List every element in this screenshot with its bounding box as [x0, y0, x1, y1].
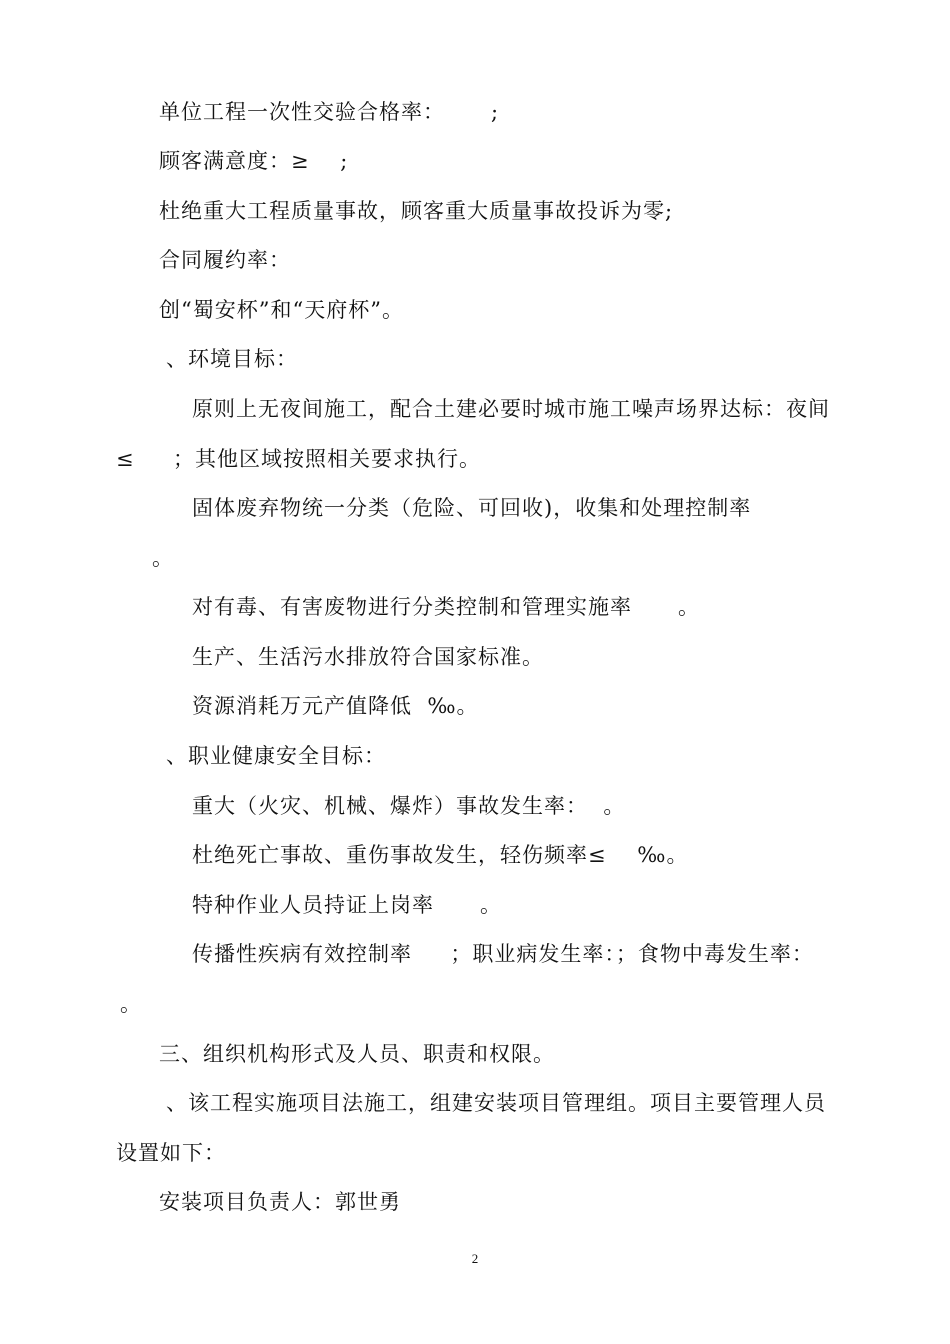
section-heading: 三、组织机构形式及人员、职责和权限。	[159, 1042, 555, 1066]
text-line: 生产、生活污水排放符合国家标准。	[192, 645, 544, 669]
text-line: 顾客满意度：≥ ;	[159, 149, 349, 173]
text-line: 、该工程实施项目法施工，组建安装项目管理组。项目主要管理人员	[166, 1091, 826, 1115]
text-line: 固体废弃物统一分类（危险、可回收)，收集和处理控制率	[192, 496, 752, 520]
text-line: 单位工程一次性交验合格率： ;	[159, 100, 500, 124]
text-line: 设置如下：	[116, 1141, 226, 1165]
text-line: 资源消耗万元产值降低 ‰。	[192, 694, 479, 718]
text-line: 。	[152, 546, 174, 570]
text-line: 特种作业人员持证上岗率 。	[192, 893, 503, 917]
text-line: 重大（火灾、机械、爆炸）事故发生率： 。	[192, 794, 626, 818]
page-number: 2	[471, 1251, 479, 1266]
text-line: 创“蜀安杯”和“天府杯”。	[159, 298, 404, 322]
section-heading: 、职业健康安全目标：	[166, 744, 386, 768]
text-line: 传播性疾病有效控制率 ；职业病发生率：；食物中毒发生率：	[192, 942, 814, 966]
text-line: 。	[120, 992, 142, 1016]
text-line: ≤ ；其他区域按照相关要求执行。	[116, 447, 481, 471]
text-line: 杜绝重大工程质量事故，顾客重大质量事故投诉为零;	[159, 199, 674, 223]
text-line: 合同履约率：	[159, 248, 291, 272]
section-heading: 、环境目标：	[166, 347, 298, 371]
text-line: 安装项目负责人：郭世勇	[159, 1190, 401, 1214]
text-line: 原则上无夜间施工，配合土建必要时城市施工噪声场界达标：夜间	[192, 397, 830, 421]
text-line: 对有毒、有害废物进行分类控制和管理实施率 。	[192, 595, 701, 619]
text-line: 杜绝死亡事故、重伤事故发生，轻伤频率≤ ‰。	[192, 843, 689, 867]
